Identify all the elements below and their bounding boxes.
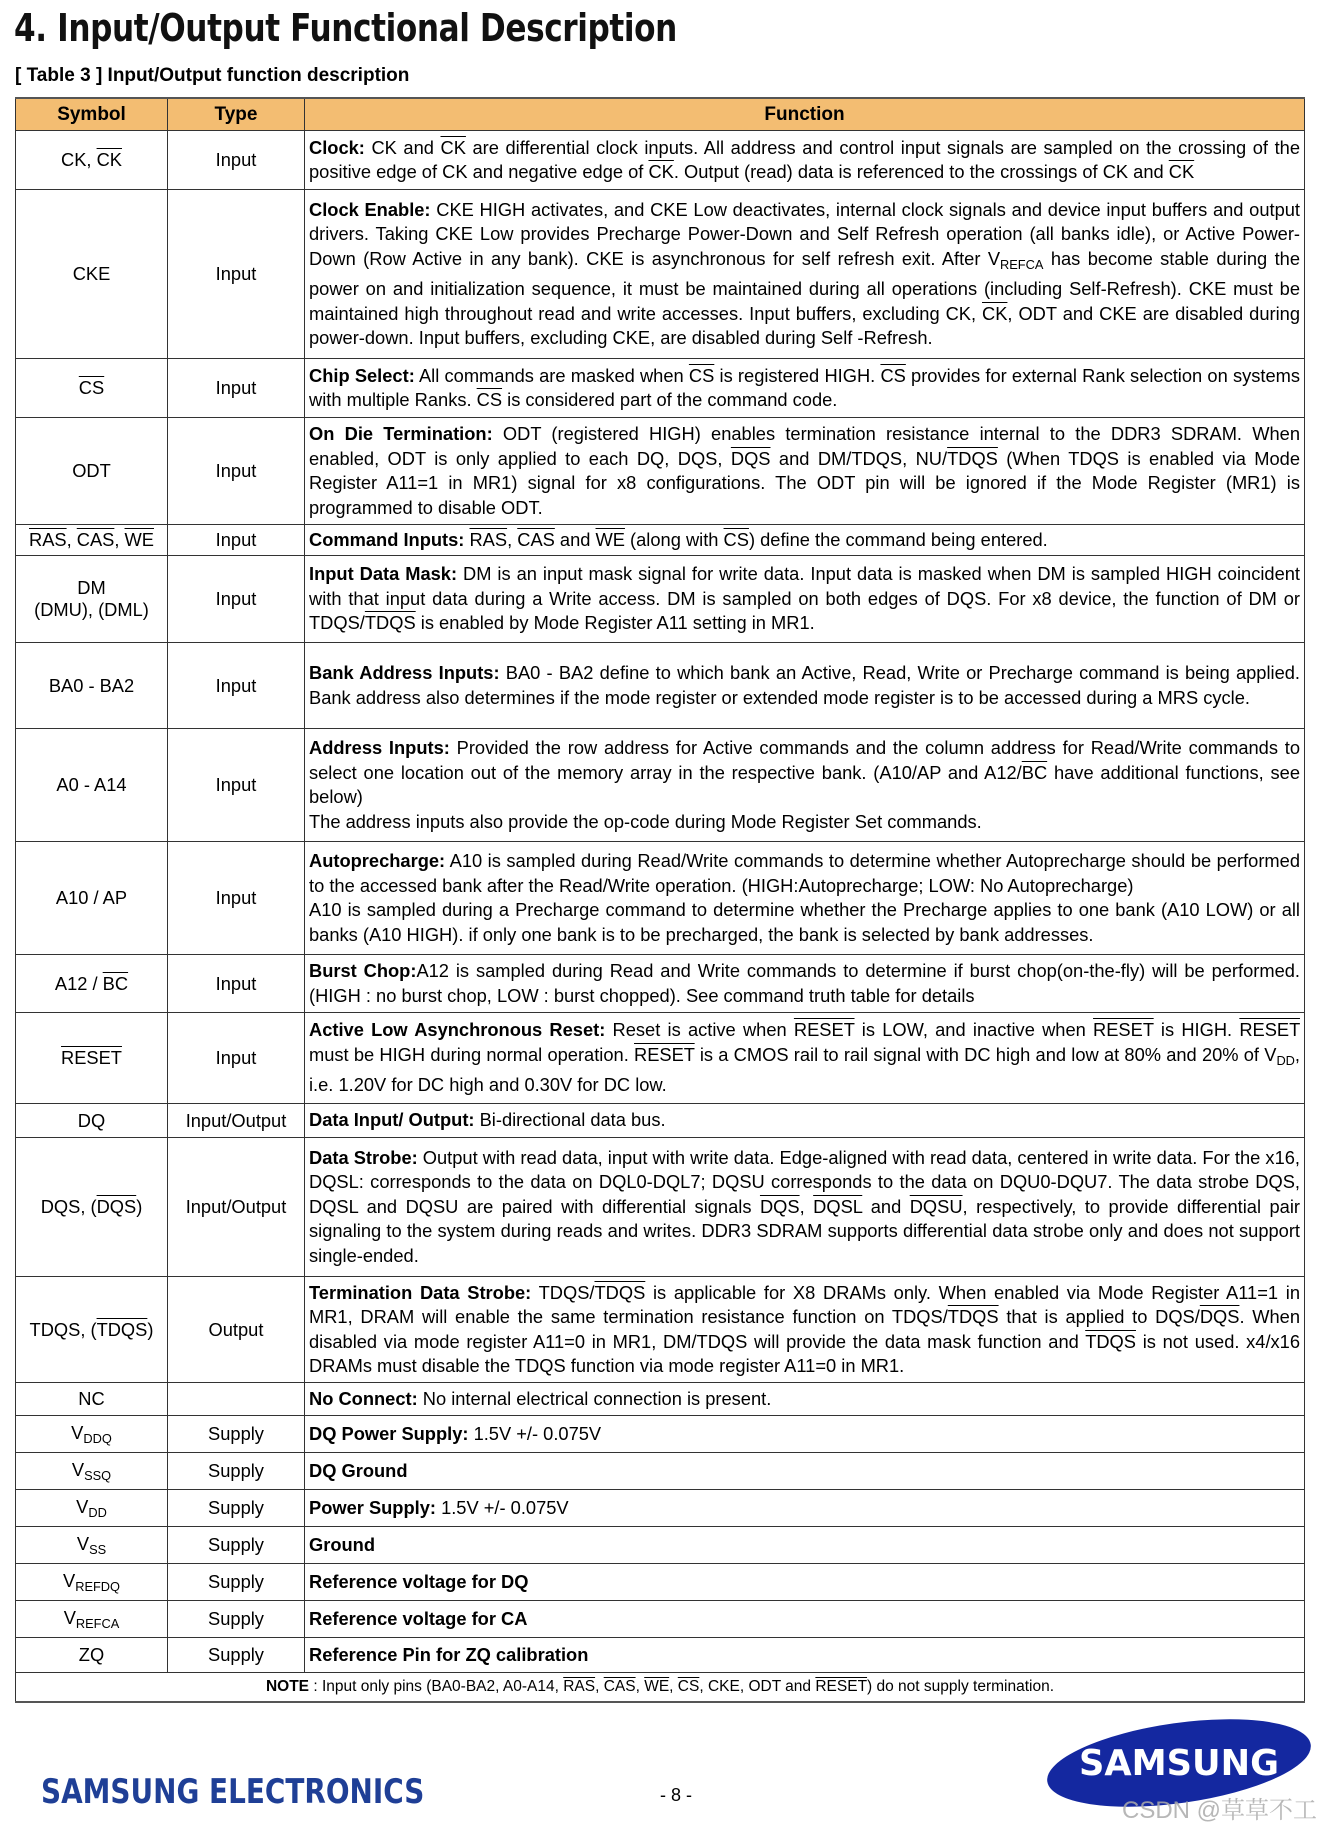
- subscript: SS: [89, 1542, 107, 1557]
- text-run: CKE: [72, 263, 111, 284]
- text-run: DQS, (: [40, 1196, 97, 1217]
- text-run: NC: [78, 1388, 105, 1409]
- bold-label: Input Data Mask:: [309, 563, 458, 585]
- overlined-signal: $\overline{BC}$: [102, 972, 129, 994]
- overlined-signal: $\overline{CS}$: [880, 364, 906, 386]
- subscript: SSQ: [84, 1468, 112, 1483]
- text-run: V: [76, 1496, 89, 1517]
- text-run: . Output (read) data is referenced to the crossings of CK and: [673, 161, 1169, 182]
- table-row: [16, 1601, 1305, 1638]
- symbol-cell: [16, 525, 168, 556]
- function-cell: [305, 729, 1305, 842]
- text-run: ) define the command being entered.: [748, 528, 1048, 550]
- overlined-signal: $\overline{CK}$: [982, 302, 1008, 324]
- text-run: ODT (registered HIGH) enables termination resistance internal to the DDR3 SDRAM. When enabled, ODT is only applied to each DQ, DQS,: [309, 423, 1301, 469]
- symbol-cell: [16, 1453, 168, 1490]
- text-run: is considered part of the command code.: [502, 389, 838, 410]
- function-cell: [305, 643, 1305, 729]
- text-run: A0 - A14: [56, 774, 127, 795]
- function-cell: [305, 131, 1305, 190]
- symbol-cell: [16, 1138, 168, 1277]
- text-run: ) do not supply termination.: [867, 1678, 1055, 1695]
- function-cell: [305, 525, 1305, 556]
- text-run: ,: [635, 1678, 645, 1695]
- page-number: - 8 -: [660, 1785, 693, 1805]
- table-row: [16, 643, 1305, 729]
- overlined-signal: TDQS: [947, 1306, 999, 1327]
- type-cell: Supply: [168, 1527, 305, 1564]
- bold-label: Reference Pin for ZQ calibration: [309, 1643, 589, 1665]
- function-cell: [305, 1638, 1305, 1673]
- table-row: [16, 729, 1305, 842]
- table-row: [16, 842, 1305, 955]
- table-row: [16, 1527, 1305, 1564]
- overlined-signal: $\overline{BC}$: [1021, 761, 1048, 783]
- text-run: ODT: [72, 460, 111, 481]
- bold-label: DQ Ground: [309, 1459, 408, 1481]
- table-note: [16, 1673, 1305, 1703]
- text-run: ,: [66, 529, 77, 550]
- overlined-signal: $\overline{CS}$: [723, 528, 749, 550]
- text-run: . When disabled via mode register A11=0 in MR1, DM/TDQS will provide the data mask function and: [309, 1306, 1300, 1352]
- function-cell: [305, 1453, 1305, 1490]
- header-type: Type: [168, 98, 305, 131]
- symbol-cell: [16, 556, 168, 643]
- bold-label: DQ Power Supply:: [309, 1422, 469, 1444]
- text-run: V: [71, 1422, 84, 1443]
- table-row: [16, 1638, 1305, 1673]
- text-run: has become stable during the power on and initialization sequence, it must be maintained during all operations (including Self-Refresh). CKE must be maintained high throughout read and write accesses. Input buffers, excluding CK,: [309, 247, 1300, 324]
- table-row: [16, 131, 1305, 190]
- overlined-signal: $\overline{CK}$: [648, 161, 674, 182]
- overlined-signal: $\overline{RAS}$: [29, 529, 67, 550]
- symbol-cell: [16, 1383, 168, 1416]
- text-run: The address inputs also provide the op-code during Mode Register Set commands.: [309, 810, 982, 832]
- symbol-cell: [16, 729, 168, 842]
- bold-label: NOTE: [265, 1678, 310, 1695]
- type-cell: Supply: [168, 1490, 305, 1527]
- bold-label: Clock Enable:: [309, 198, 431, 220]
- text-run: (along with: [624, 528, 724, 550]
- overlined-signal: $\overline{WE}$: [644, 1678, 670, 1695]
- text-run: TDQS, (: [29, 1318, 97, 1340]
- overlined-signal: $\overline{CS}$: [677, 1678, 700, 1695]
- function-cell: [305, 1277, 1305, 1383]
- overlined-signal: $\overline{CS}$: [476, 389, 503, 410]
- table-row: [16, 1416, 1305, 1453]
- text-run: ,: [799, 1195, 814, 1217]
- type-cell: Supply: [168, 1416, 305, 1453]
- symbol-cell: [16, 1104, 168, 1138]
- text-run: ): [147, 1318, 154, 1340]
- header-symbol: Symbol: [16, 98, 168, 131]
- type-cell: Input: [168, 1013, 305, 1104]
- subscript: REFDQ: [75, 1579, 120, 1594]
- table-row: [16, 1013, 1305, 1104]
- text-run: is a CMOS rail to rail signal with DC high and low at 80% and 20% of V: [694, 1043, 1277, 1065]
- subscript: REFCA: [1000, 256, 1044, 272]
- table-row: [16, 1383, 1305, 1416]
- overlined-signal: $\overline{WE}$: [595, 528, 625, 550]
- text-run: : Input only pins (BA0-BA2, A0-A14,: [309, 1678, 564, 1695]
- function-cell: [305, 1564, 1305, 1601]
- text-run: and: [862, 1195, 910, 1217]
- bold-label: Data Input/ Output:: [309, 1109, 475, 1131]
- table-row: [16, 1104, 1305, 1138]
- text-run: 1.5V +/- 0.075V: [435, 1496, 569, 1518]
- bold-label: Command Inputs:: [309, 528, 465, 550]
- function-cell: [305, 1138, 1305, 1277]
- text-run: must be HIGH during normal operation.: [309, 1043, 635, 1065]
- table-row: [16, 955, 1305, 1013]
- table-row: [16, 190, 1305, 359]
- symbol-cell: [16, 418, 168, 525]
- overlined-signal: $\overline{CS}$: [688, 364, 715, 386]
- function-cell: [305, 955, 1305, 1013]
- text-run: , ODT and CKE are disabled during power-down. Input buffers, excluding CKE, are disabled during Self -Refresh.: [309, 302, 1300, 348]
- type-cell: Input: [168, 359, 305, 418]
- text-run: , respectively, to provide differential pair signaling to the system during reads and writes. DDR3 SDRAM supports differential data strobe only and does not support single-ended.: [309, 1195, 1300, 1266]
- type-cell: Input: [168, 842, 305, 955]
- function-cell: [305, 1490, 1305, 1527]
- overlined-signal: $\overline{CAS}$: [603, 1678, 636, 1695]
- overlined-signal: TDQS: [947, 447, 998, 469]
- overlined-signal: TDQS: [594, 1281, 646, 1303]
- overlined-signal: RESET: [815, 1678, 868, 1695]
- text-run: DM: [77, 577, 106, 598]
- bold-label: Chip Select:: [309, 364, 415, 386]
- text-run: CK,: [61, 149, 97, 170]
- subscript: DD: [1276, 1052, 1295, 1068]
- text-run: is HIGH.: [1153, 1019, 1240, 1041]
- type-cell: Input: [168, 131, 305, 190]
- symbol-cell: [16, 1601, 168, 1638]
- text-run: is enabled by Mode Register A11 setting in MR1.: [415, 612, 815, 634]
- type-cell: [168, 1383, 305, 1416]
- subscript: DDQ: [83, 1431, 112, 1446]
- overlined-signal: RESET: [1239, 1019, 1300, 1041]
- text-run: Provided the row address for Active commands and the column address for Read/Write commands to select one location out of the memory array in the respective bank. (A10/AP and A12/: [309, 737, 1300, 783]
- table-row: [16, 418, 1305, 525]
- text-run: that is applied to DQS/: [998, 1306, 1200, 1327]
- bold-label: No Connect:: [309, 1387, 418, 1409]
- table-header-row: [16, 98, 1305, 131]
- overlined-signal: TDQS: [364, 612, 416, 634]
- type-cell: Input: [168, 643, 305, 729]
- text-run: Output with read data, input with write data. Edge-aligned with read data, centered in write data. For the x16, DQSL: corresponds to the data on DQL0-DQL7; DQSU corresponds to the data on DQU0-DQU7. The data strobe DQS, DQSL and DQSU are paired with differential signals: [309, 1146, 1300, 1217]
- text-run: BA0 - BA2 define to which bank an Active, Read, Write or Precharge command is being applied. Bank address also determines if the mode register or extended mode register is to be accessed during a MRS cycle.: [309, 662, 1300, 708]
- text-run: V: [76, 1533, 90, 1554]
- footer-brand: SAMSUNG ELECTRONICS: [41, 1772, 425, 1812]
- text-run: V: [71, 1459, 85, 1480]
- text-run: ,: [114, 529, 125, 550]
- bold-label: Reference voltage for CA: [309, 1607, 528, 1629]
- overlined-signal: TDQS: [96, 1318, 148, 1340]
- overlined-signal: TDQS: [1085, 1330, 1136, 1352]
- symbol-cell: [16, 1564, 168, 1601]
- overlined-signal: $\overline{CAS}$: [517, 528, 555, 550]
- overlined-signal: DQSL: [813, 1195, 863, 1217]
- overlined-signal: $\overline{DQS}$: [96, 1196, 137, 1217]
- table-row: [16, 1138, 1305, 1277]
- function-cell: [305, 1104, 1305, 1138]
- text-run: is not used. x4/x16 DRAMs must disable the TDQS function via mode register A11=0 in MR1.: [309, 1330, 1301, 1376]
- text-run: have additional functions, see below): [309, 761, 1301, 807]
- bold-label: Active Low Asynchronous Reset:: [309, 1019, 606, 1041]
- bold-label: Bank Address Inputs:: [309, 662, 500, 683]
- table-row: [16, 1453, 1305, 1490]
- text-run: TDQS/: [531, 1281, 595, 1303]
- subscript: REFCA: [75, 1616, 120, 1631]
- text-run: V: [63, 1570, 76, 1591]
- bold-label: Power Supply:: [309, 1496, 436, 1518]
- symbol-cell: [16, 190, 168, 359]
- table-caption: [ Table 3 ] Input/Output function description: [15, 65, 410, 86]
- text-run: No internal electrical connection is present.: [417, 1387, 772, 1409]
- text-run: , CKE, ODT and: [699, 1678, 816, 1695]
- function-cell: [305, 1013, 1305, 1104]
- text-run: All commands are masked when: [414, 364, 689, 386]
- overlined-signal: DQSU: [909, 1195, 963, 1217]
- type-cell: Supply: [168, 1564, 305, 1601]
- bold-label: Autoprecharge:: [309, 850, 446, 871]
- text-run: ): [136, 1196, 143, 1217]
- overlined-signal: $\overline{CK}$: [1168, 161, 1195, 182]
- bold-label: Ground: [309, 1533, 376, 1555]
- text-run: A10 / AP: [55, 887, 128, 908]
- type-cell: Input: [168, 556, 305, 643]
- symbol-cell: [16, 1490, 168, 1527]
- symbol-cell: [16, 1277, 168, 1383]
- symbol-cell: [16, 1013, 168, 1104]
- symbol-cell: [16, 842, 168, 955]
- text-run: are differential clock inputs. All address and control input signals are sampled on the crossing of the positive edge of CK and negative edge of: [309, 136, 1300, 182]
- symbol-cell: [16, 359, 168, 418]
- overlined-signal: $\overline{CS}$: [78, 377, 105, 398]
- overlined-signal: RESET: [634, 1043, 695, 1065]
- text-run: A12 is sampled during Read and Write commands to determine if burst chop(on-the-fly) will be performed. (HIGH : no burst chop, LOW : burst chopped). See command truth table for details: [309, 960, 1300, 1006]
- type-cell: Input/Output: [168, 1138, 305, 1277]
- text-run: A10 is sampled during Read/Write commands to determine whether Autoprecharge should be performed to the accessed bank after the Read/Write operation. (HIGH:Autoprecharge; LOW: No Autoprecharge): [309, 850, 1300, 896]
- text-run: (When TDQS is enabled via Mode Register A11=1 in MR1) signal for x8 configurations. The ODT pin will be ignored if the Mode Register (MR1) is programmed to disable ODT.: [309, 447, 1301, 518]
- text-run: A10 is sampled during a Precharge command to determine whether the Precharge applies to one bank (A10 LOW) or all banks (A10 HIGH). if only one bank is to be precharged, the bank is selected by bank addresses.: [309, 899, 1300, 945]
- logo-text: SAMSUNG: [1079, 1743, 1279, 1784]
- function-cell: [305, 1601, 1305, 1638]
- bold-label: Clock:: [309, 136, 365, 158]
- text-run: is registered HIGH.: [714, 364, 881, 386]
- table-row: [16, 556, 1305, 643]
- type-cell: Output: [168, 1277, 305, 1383]
- text-run: and: [554, 528, 596, 550]
- text-run: provides for external Rank selection on systems with multiple Ranks.: [309, 364, 1300, 410]
- type-cell: Input: [168, 729, 305, 842]
- text-run: A12 /: [54, 972, 103, 994]
- overlined-signal: $\overline{RAS}$: [563, 1678, 596, 1695]
- text-run: ,: [507, 528, 518, 550]
- watermark: CSDN @草草不工: [1122, 1797, 1318, 1824]
- overlined-signal: $\overline{CK}$: [440, 136, 466, 158]
- text-run: CKE HIGH activates, and CKE Low deactivates, internal clock signals and device input buffers and output drivers. Taking CKE Low provides Precharge Power-Down and Self Refresh operation (all banks idle), or Active Power-Down (Row Active in any bank). CKE is asynchronous for self refresh exit. After V: [309, 198, 1301, 269]
- io-function-table: [15, 97, 1305, 1703]
- text-run: is LOW, and inactive when: [854, 1019, 1094, 1041]
- type-cell: Input/Output: [168, 1104, 305, 1138]
- overlined-signal: $\overline{CAS}$: [76, 529, 115, 550]
- text-run: Bi-directional data bus.: [474, 1109, 666, 1131]
- overlined-signal: $\overline{DQS}$: [759, 1195, 800, 1217]
- function-cell: [305, 1383, 1305, 1416]
- text-run: Reset is active when: [605, 1019, 794, 1041]
- symbol-cell: [16, 643, 168, 729]
- function-cell: [305, 418, 1305, 525]
- text-run: CK and: [364, 136, 441, 158]
- type-cell: Input: [168, 955, 305, 1013]
- function-cell: [305, 842, 1305, 955]
- symbol-cell: [16, 955, 168, 1013]
- overlined-signal: RESET: [61, 1047, 122, 1068]
- overlined-signal: $\overline{RAS}$: [469, 528, 508, 550]
- function-cell: [305, 359, 1305, 418]
- text-run: DQ: [77, 1109, 106, 1131]
- text-run: BA0 - BA2: [48, 674, 135, 696]
- text-run: and DM/TDQS, NU/: [770, 447, 948, 469]
- overlined-signal: $\overline{DQS}$: [1199, 1306, 1240, 1327]
- header-function: Function: [305, 98, 1305, 131]
- type-cell: Input: [168, 190, 305, 359]
- text-run: ZQ: [78, 1644, 105, 1665]
- type-cell: Supply: [168, 1453, 305, 1490]
- overlined-signal: RESET: [1093, 1019, 1154, 1041]
- symbol-cell: [16, 1638, 168, 1673]
- function-cell: [305, 1416, 1305, 1453]
- note-row: [16, 1673, 1305, 1703]
- bold-label: Termination Data Strobe:: [309, 1281, 532, 1303]
- function-cell: [305, 190, 1305, 359]
- bold-label: Data Strobe:: [309, 1146, 418, 1168]
- overlined-signal: $\overline{CK}$: [96, 149, 122, 170]
- text-run: , i.e. 1.20V for DC high and 0.30V for DC low.: [309, 1043, 1301, 1096]
- table-row: [16, 525, 1305, 556]
- symbol-cell: [16, 1527, 168, 1564]
- table-row: [16, 1277, 1305, 1383]
- type-cell: Supply: [168, 1601, 305, 1638]
- table-row: [16, 1564, 1305, 1601]
- function-cell: [305, 1527, 1305, 1564]
- text-run: ,: [595, 1678, 604, 1695]
- text-run: 1.5V +/- 0.075V: [468, 1422, 602, 1444]
- type-cell: Input: [168, 418, 305, 525]
- overlined-signal: RESET: [793, 1019, 855, 1041]
- bold-label: On Die Termination:: [309, 423, 493, 444]
- overlined-signal: $\overline{WE}$: [124, 529, 154, 550]
- bold-label: Address Inputs:: [309, 737, 450, 758]
- type-cell: Supply: [168, 1638, 305, 1673]
- text-run: V: [63, 1607, 76, 1628]
- function-cell: [305, 556, 1305, 643]
- bold-label: Burst Chop:: [309, 960, 417, 981]
- text-run: ,: [669, 1678, 678, 1695]
- text-run: DM is an input mask signal for write data. Input data is masked when DM is sampled HIGH coincident with that input data during a Write access. DM is sampled on both edges of DQS. For x8 device, the function of DM or TDQS/: [309, 563, 1300, 634]
- text-run: is applicable for X8 DRAMs only. When enabled via Mode Register A11=1 in MR1, DRAM will enable the same termination resistance function on TDQS/: [309, 1281, 1300, 1327]
- symbol-cell: [16, 1416, 168, 1453]
- symbol-cell: [16, 131, 168, 190]
- table-row: [16, 1490, 1305, 1527]
- type-cell: Input: [168, 525, 305, 556]
- subscript: DD: [88, 1505, 107, 1520]
- bold-label: Reference voltage for DQ: [309, 1570, 529, 1592]
- table-row: [16, 359, 1305, 418]
- text-run: (DMU), (DML): [34, 599, 149, 620]
- overlined-signal: $\overline{DQS}$: [730, 447, 771, 469]
- section-title: 4. Input/Output Functional Description: [14, 6, 677, 50]
